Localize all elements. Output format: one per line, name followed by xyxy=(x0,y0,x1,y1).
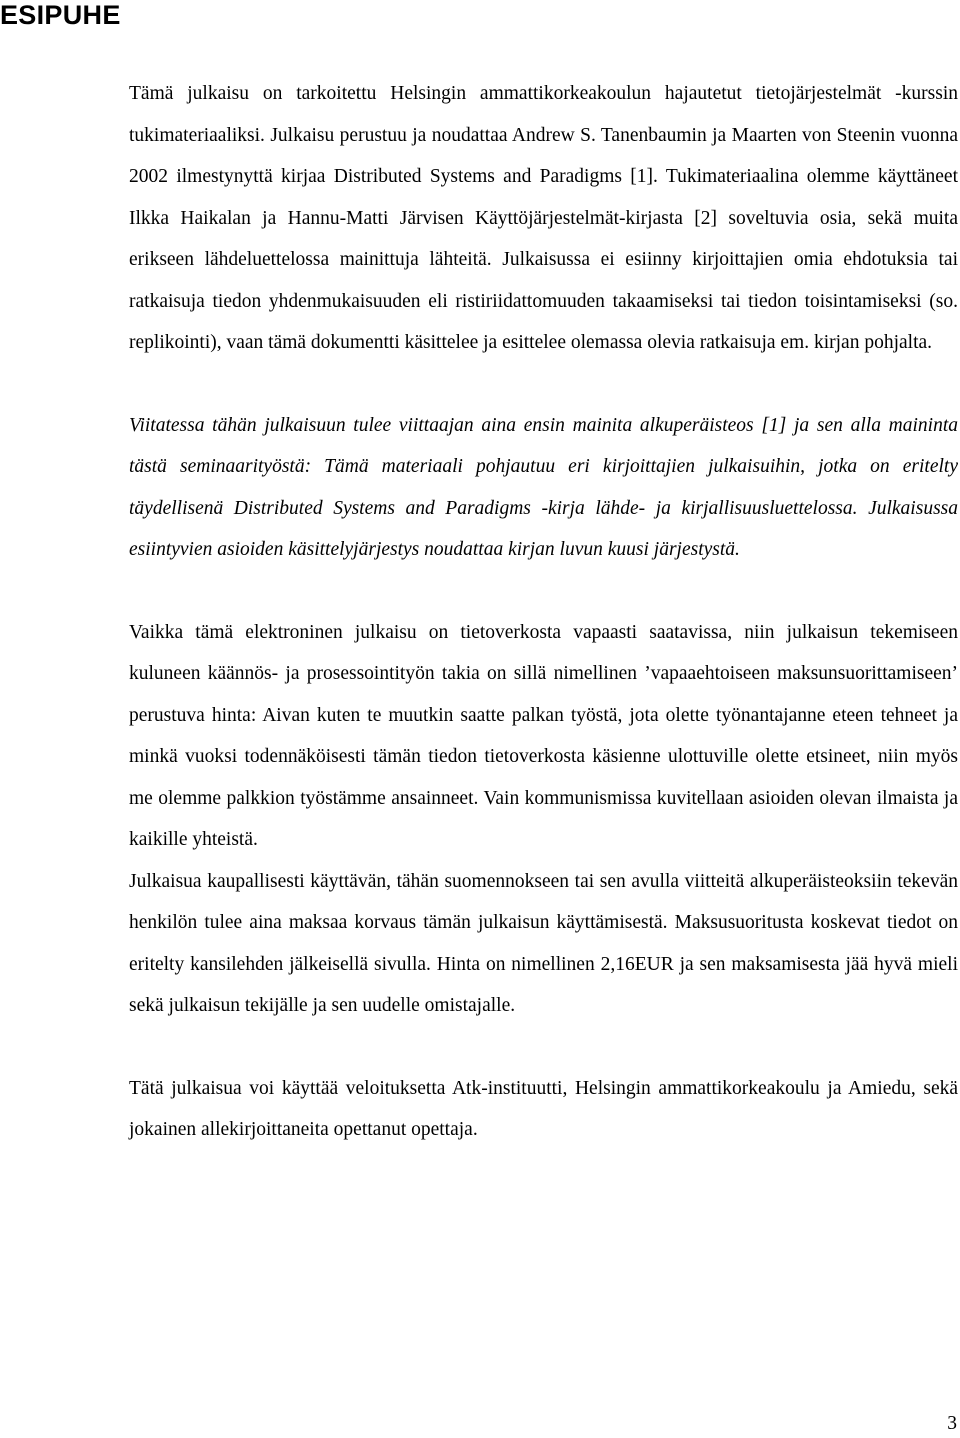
page-heading: ESIPUHE xyxy=(0,0,121,30)
paragraph-intro: Tämä julkaisu on tarkoitettu Helsingin ammattikorkeakoulun hajautetut tietojärjestelmät -kurssin tukimateriaaliksi. Julkaisu perustuu ja noudattaa Andrew S. Tanenbaumin ja Maarten von Steenin vuonna 2002 ilmestynyttä kirjaa Distributed Systems and Paradigms [1]. Tukimateriaalina olemme käyttäneet Ilkka Haikalan ja Hannu-Matti Järvisen Käyttöjärjestelmät-kirjasta [2] soveltuvia osia, sekä muita erikseen lähdeluettelossa mainittuja lähteitä. Julkaisussa ei esiinny kirjoittajien omia ehdotuksia tai ratkaisuja tiedon yhdenmukaisuuden eli ristiriidattomuuden takaamiseksi tai tiedon toisintamiseksi (so. replikointi), vaan tämä dokumentti käsittelee ja esittelee olemassa olevia ratkaisuja em. kirjan pohjalta. xyxy=(129,83,958,353)
document-body xyxy=(129,73,958,1151)
paragraph-pricing: Vaikka tämä elektroninen julkaisu on tietoverkosta vapaasti saatavissa, niin julkaisun tekemiseen kuluneen käännös- ja prosessointityön takia on sillä nimellinen ’vapaaehtoiseen maksunsuorittamiseen’ perustuva hinta: Aivan kuten te muutkin saatte palkan työstä, jota olette työnantajanne eteen tehneet ja minkä vuoksi todennäköisesti tämän tiedon tietoverkosta käsienne ulottuville olette etsineet, niin myös me olemme palkkion työstämme ansainneet. Vain kommunismissa kuvitellaan asioiden olevan ilmaista ja kaikille yhteistä. xyxy=(129,621,958,850)
paragraph-commercial-use: Julkaisua kaupallisesti käyttävän, tähän suomennokseen tai sen avulla viitteitä alkuperäisteoksiin tekevän henkilön tulee aina maksaa korvaus tämän julkaisun käyttämisestä. Maksusuoritusta koskevat tiedot on eritelty kansilehden jälkeisellä sivulla. Hinta on nimellinen 2,16EUR ja sen maksamisesta jää hyvä mieli sekä julkaisun tekijälle ja sen uudelle omistajalle. xyxy=(129,870,958,1016)
paragraph-spacer xyxy=(129,1027,958,1068)
paragraph-spacer xyxy=(129,364,958,405)
paragraph-citation-note: Viitatessa tähän julkaisuun tulee viittaajan aina ensin mainita alkuperäisteos [1] ja sen alla maininta tästä seminaarityöstä: Tämä materiaali pohjautuu eri kirjoittajien julkaisuihin, jotka on eritelty täydellisenä Distributed Systems and Paradigms -kirja lähde- ja kirjallisuusluettelossa. Julkaisussa esiintyvien asioiden käsittelyjärjestys noudattaa kirjan luvun kuusi järjestystä. xyxy=(129,414,958,560)
paragraph-spacer xyxy=(129,571,958,612)
page-number: 3 xyxy=(947,1413,957,1434)
paragraph-free-use: Tätä julkaisua voi käyttää veloituksetta Atk-instituutti, Helsingin ammattikorkeakoulu ja Amiedu, sekä jokainen allekirjoittaneita opettanut opettaja. xyxy=(129,1077,958,1140)
